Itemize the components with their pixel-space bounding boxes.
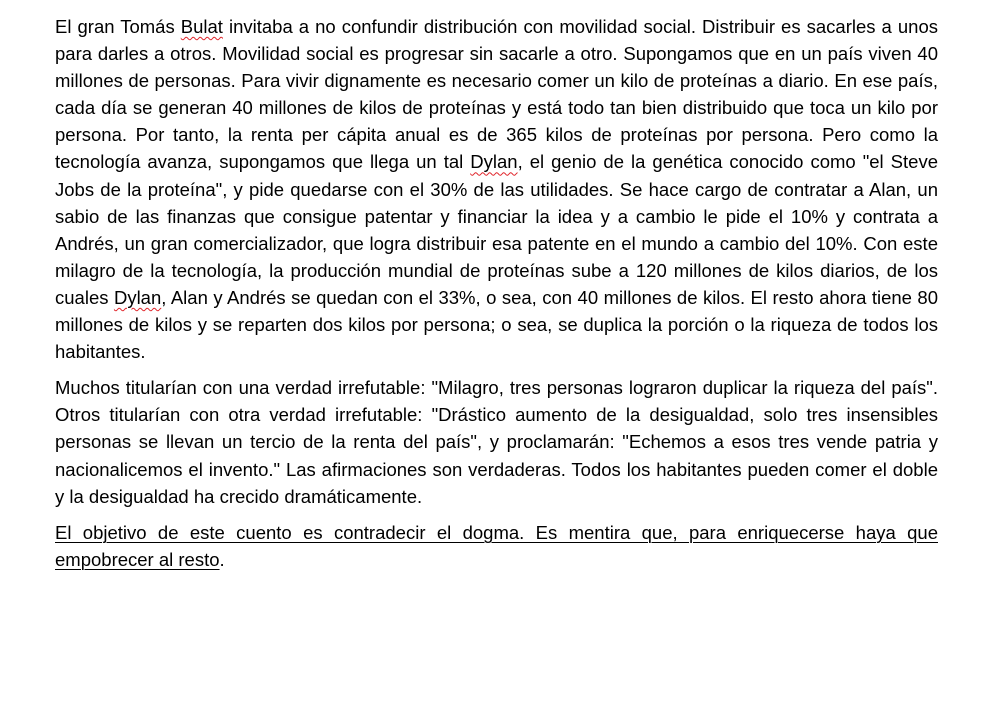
misspelled-word-dylan-2[interactable]: Dylan bbox=[113, 286, 162, 308]
underlined-conclusion: El objetivo de este cuento es contradecir el dogma. Es mentira que, para enriquecerse haya que empobrecer al resto bbox=[55, 521, 938, 570]
paragraph-3 bbox=[55, 519, 938, 573]
paragraph-2: Muchos titularían con una verdad irrefutable: "Milagro, tres personas lograron duplicar la riqueza del país". Otros titularían con otra verdad irrefutable: "Drástico aumento de la desigualdad, solo tres insensibles personas se llevan un tercio de la renta del país", y proclamarán: "Echemos a esos tres vende patria y nacionalicemos el invento." Las afirmaciones son verdaderas. Todos los habitantes pueden comer el doble y la desigualdad ha crecido dramáticamente. bbox=[55, 377, 938, 507]
misspelled-word-bulat[interactable]: Bulat bbox=[180, 16, 223, 37]
paragraph-1-text-a: El gran Tomás bbox=[55, 16, 181, 37]
paragraph-1-text-c: , el genio de la genética conocido como "el Steve Jobs de la proteína", y pide quedarse con el 30% de las utilidades. Se hace cargo de contratar a Alan, un sabio de las finanzas que consigue patentar y financiar la idea y a cambio le pide el 10% y contrata a Andrés, un gran comercializador, que logra distribuir esa patente en el mundo a cambio del 10%. Con este milagro de la tecnología, la producción mundial de proteínas sube a 120 millones de kilos diarios, de los cuales bbox=[55, 151, 938, 308]
paragraph-1-text-b: invitaba a no confundir distribución con movilidad social. Distribuir es sacarles a unos para darles a otros. Movilidad social es progresar sin sacarle a otro. Supongamos que en un país viven 40 millones de personas. Para vivir dignamente es necesario comer un kilo de proteínas a diario. En ese país, cada día se generan 40 millones de kilos de proteínas y está todo tan bien distribuido que toca un kilo por persona. Por tanto, la renta per cápita anual es de 365 kilos de proteínas por persona. Pero como la tecnología avanza, supongamos que llega un tal bbox=[55, 16, 938, 173]
paragraph-1-text-d: , Alan y Andrés se quedan con el 33%, o sea, con 40 millones de kilos. El resto ahora tiene 80 millones de kilos y se reparten dos kilos por persona; o sea, se duplica la porción o la riqueza de todos los habitantes. bbox=[55, 286, 938, 363]
paragraph-1 bbox=[55, 13, 938, 365]
misspelled-word-dylan[interactable]: Dylan bbox=[470, 151, 518, 173]
conclusion-period: . bbox=[219, 548, 225, 570]
